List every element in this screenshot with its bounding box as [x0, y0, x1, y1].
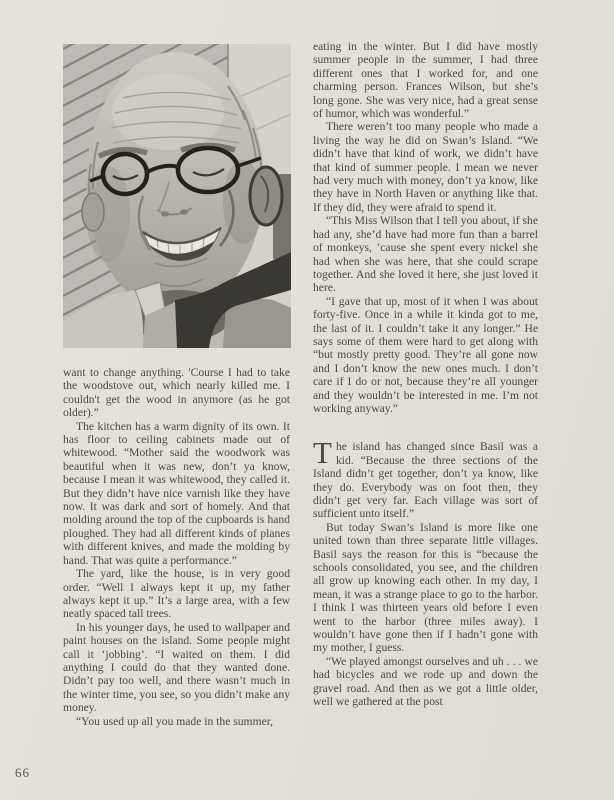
paragraph-with-drop-cap: [313, 435, 538, 521]
paragraph: eating in the winter. But I did have mostly summer people in the summer, I had three different ones that I worked for, and one charming person. Frances Wilson, but she’s long gone. She was very nice, had a great sense of humor, which was wonderful.”: [313, 40, 538, 121]
right-ear: [250, 167, 282, 225]
left-ear: [82, 193, 104, 231]
page-number: 66: [15, 765, 30, 780]
portrait-photo: [63, 44, 291, 348]
paragraph: “You used up all you made in the summer,: [76, 714, 274, 728]
paragraph: “We played amongst ourselves and uh . . . we had bicycles and we rode up and down the gravel road. And then as we got a little older, well we gathered at the post: [313, 654, 538, 709]
paragraph-text: he island has changed since Basil was a kid. “Because the three sections of the Island didn’t get together, don’t ya know, like they do. Everybody was on foot then, they didn’t get very far. Each village was sort of sufficient unto itself.”: [313, 440, 538, 521]
paragraph: In his younger days, he used to wallpaper and paint houses on the island. Some people might call it ‘jobbing’. “I waited on them. I did anything I could do that they wanted done. Didn’t pay too well, and there wasn’t much in the winter time, you see, so you didn’t make any money.: [63, 620, 290, 715]
paragraph: want to change anything. 'Course I had to take the woodstove out, which nearly killed me. I couldn't get the wood in anymore (as he got older).”: [63, 366, 290, 420]
paragraph: But today Swan’s Island is more like one united town than three separate little villages. Basil says the reason for this is “because the schools consolidated, you see, and the children all grow up knowing each other. In my day, I mean, it was a strange place to go to the harbor. I think I was thirteen years old before I even went to the harbor (three miles away). I wouldn’t have gone then if I hadn’t gone with my mother, I guess.: [313, 520, 538, 655]
paragraph: “This Miss Wilson that I tell you about, if she had any, she’d have had more fun than a barrel of monkeys, ’cause she spent every nickel she had when she was here, that she could scrape together. And she loved it here, she just loved it here.: [313, 214, 538, 295]
section-break: [313, 415, 538, 440]
paragraph: “I gave that up, most of it when I was about forty-five. Once in a while it kinda got to me, the last of it. I couldn’t take it any longer.” He says some of them were hard to get along with “but mostly pretty good. They’re all gone now and I don’t know the new ones much. I don’t care if I do or not, because they’re all younger and they wouldn’t be interested in me. I’m not working anyway.”: [313, 294, 538, 415]
right-column: [313, 40, 538, 709]
drop-cap: T: [313, 435, 332, 471]
paragraph: The kitchen has a warm dignity of its own. It has floor to ceiling cabinets made out of whitewood. “Mother said the woodwork was beautiful when it was new, don’t ya know, because I mean it was whitewood, they called it. But they didn’t have nice varnish like they have now. It was dark and sort of homely. And that molding around the top of the cupboards is hand ploughed. They had all different kinds of planes with different knives, and made the molding by hand. That was quite a performance.”: [63, 419, 290, 567]
paragraph: The yard, like the house, is in very good order. “Well I always kept it up, my father always kept it up.” It’s a large area, with a few neatly spaced tall trees.: [63, 567, 290, 621]
left-column: [63, 366, 290, 728]
paragraph: There weren’t too many people who made a living the way he did on Swan’s Island. “We didn’t have that kind of work, we didn’t have that kind of summer people. I mean we never had very much with money, don’t ya know, like they have in North Haven or anything like that. If they did, they were afraid to spend it.: [313, 120, 538, 214]
portrait-illustration: [63, 44, 291, 348]
